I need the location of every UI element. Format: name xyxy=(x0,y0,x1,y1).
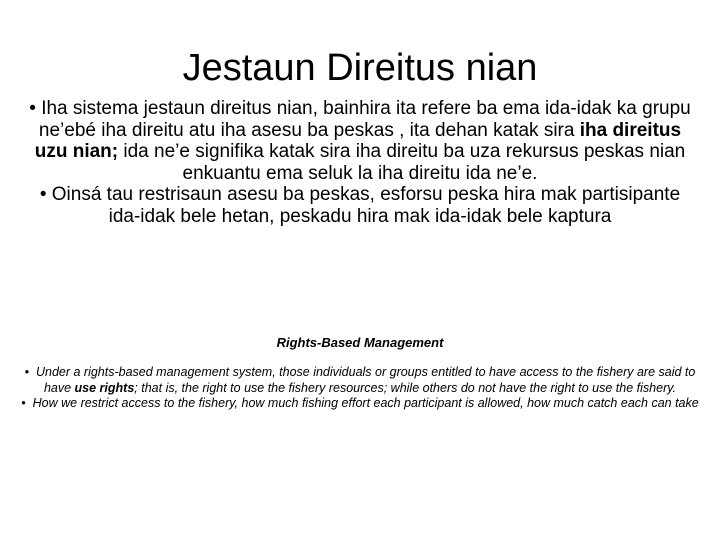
tetum-paragraph-2 xyxy=(22,184,698,227)
english-body xyxy=(20,365,700,412)
english-paragraph-2 xyxy=(20,396,700,412)
bullet-icon: • xyxy=(39,184,47,205)
slide-title: Jestaun Direitus nian xyxy=(182,47,538,89)
tetum-p1-text: Iha sistema jestaun direitus nian, bainhira ita refere ba ema ida-idak ka grupu ne’ebé iha direitu atu iha asesu ba peskas , ita dehan katak sira xyxy=(38,98,691,141)
tetum-p2-text: Oinsá tau restrisaun asesu ba peskas, esforsu peska hira mak partisipante ida-idak bele hetan, peskadu hira mak ida-idak bele kaptura xyxy=(51,184,681,227)
bullet-icon: • xyxy=(29,98,36,119)
tetum-p1-rest: ida ne’e signifika katak sira iha direitu ba uza rekursus peskas nian enkuantu ema seluk la iha direitu ida ne’e. xyxy=(118,141,686,184)
tetum-body xyxy=(22,98,698,227)
bullet-icon: • xyxy=(24,365,30,379)
tetum-paragraph-1 xyxy=(22,98,698,184)
english-p1-text: Under a rights-based management system, those individuals or groups entitled to have access to the fishery are said to have xyxy=(35,365,696,395)
english-p1-rest: ; that is, the right to use the fishery resources; while others do not have the right to use the fishery. xyxy=(134,380,677,395)
english-p2-text: How we restrict access to the fishery, how much fishing effort each participant is allowed, how much catch each can take xyxy=(32,396,699,410)
bullet-icon: • xyxy=(21,396,26,410)
tetum-p1-bold: iha direitus uzu nian; xyxy=(34,119,682,162)
english-p1-bold: use rights xyxy=(74,380,135,395)
english-paragraph-1 xyxy=(20,365,700,396)
english-heading: Rights-Based Management xyxy=(276,335,444,350)
